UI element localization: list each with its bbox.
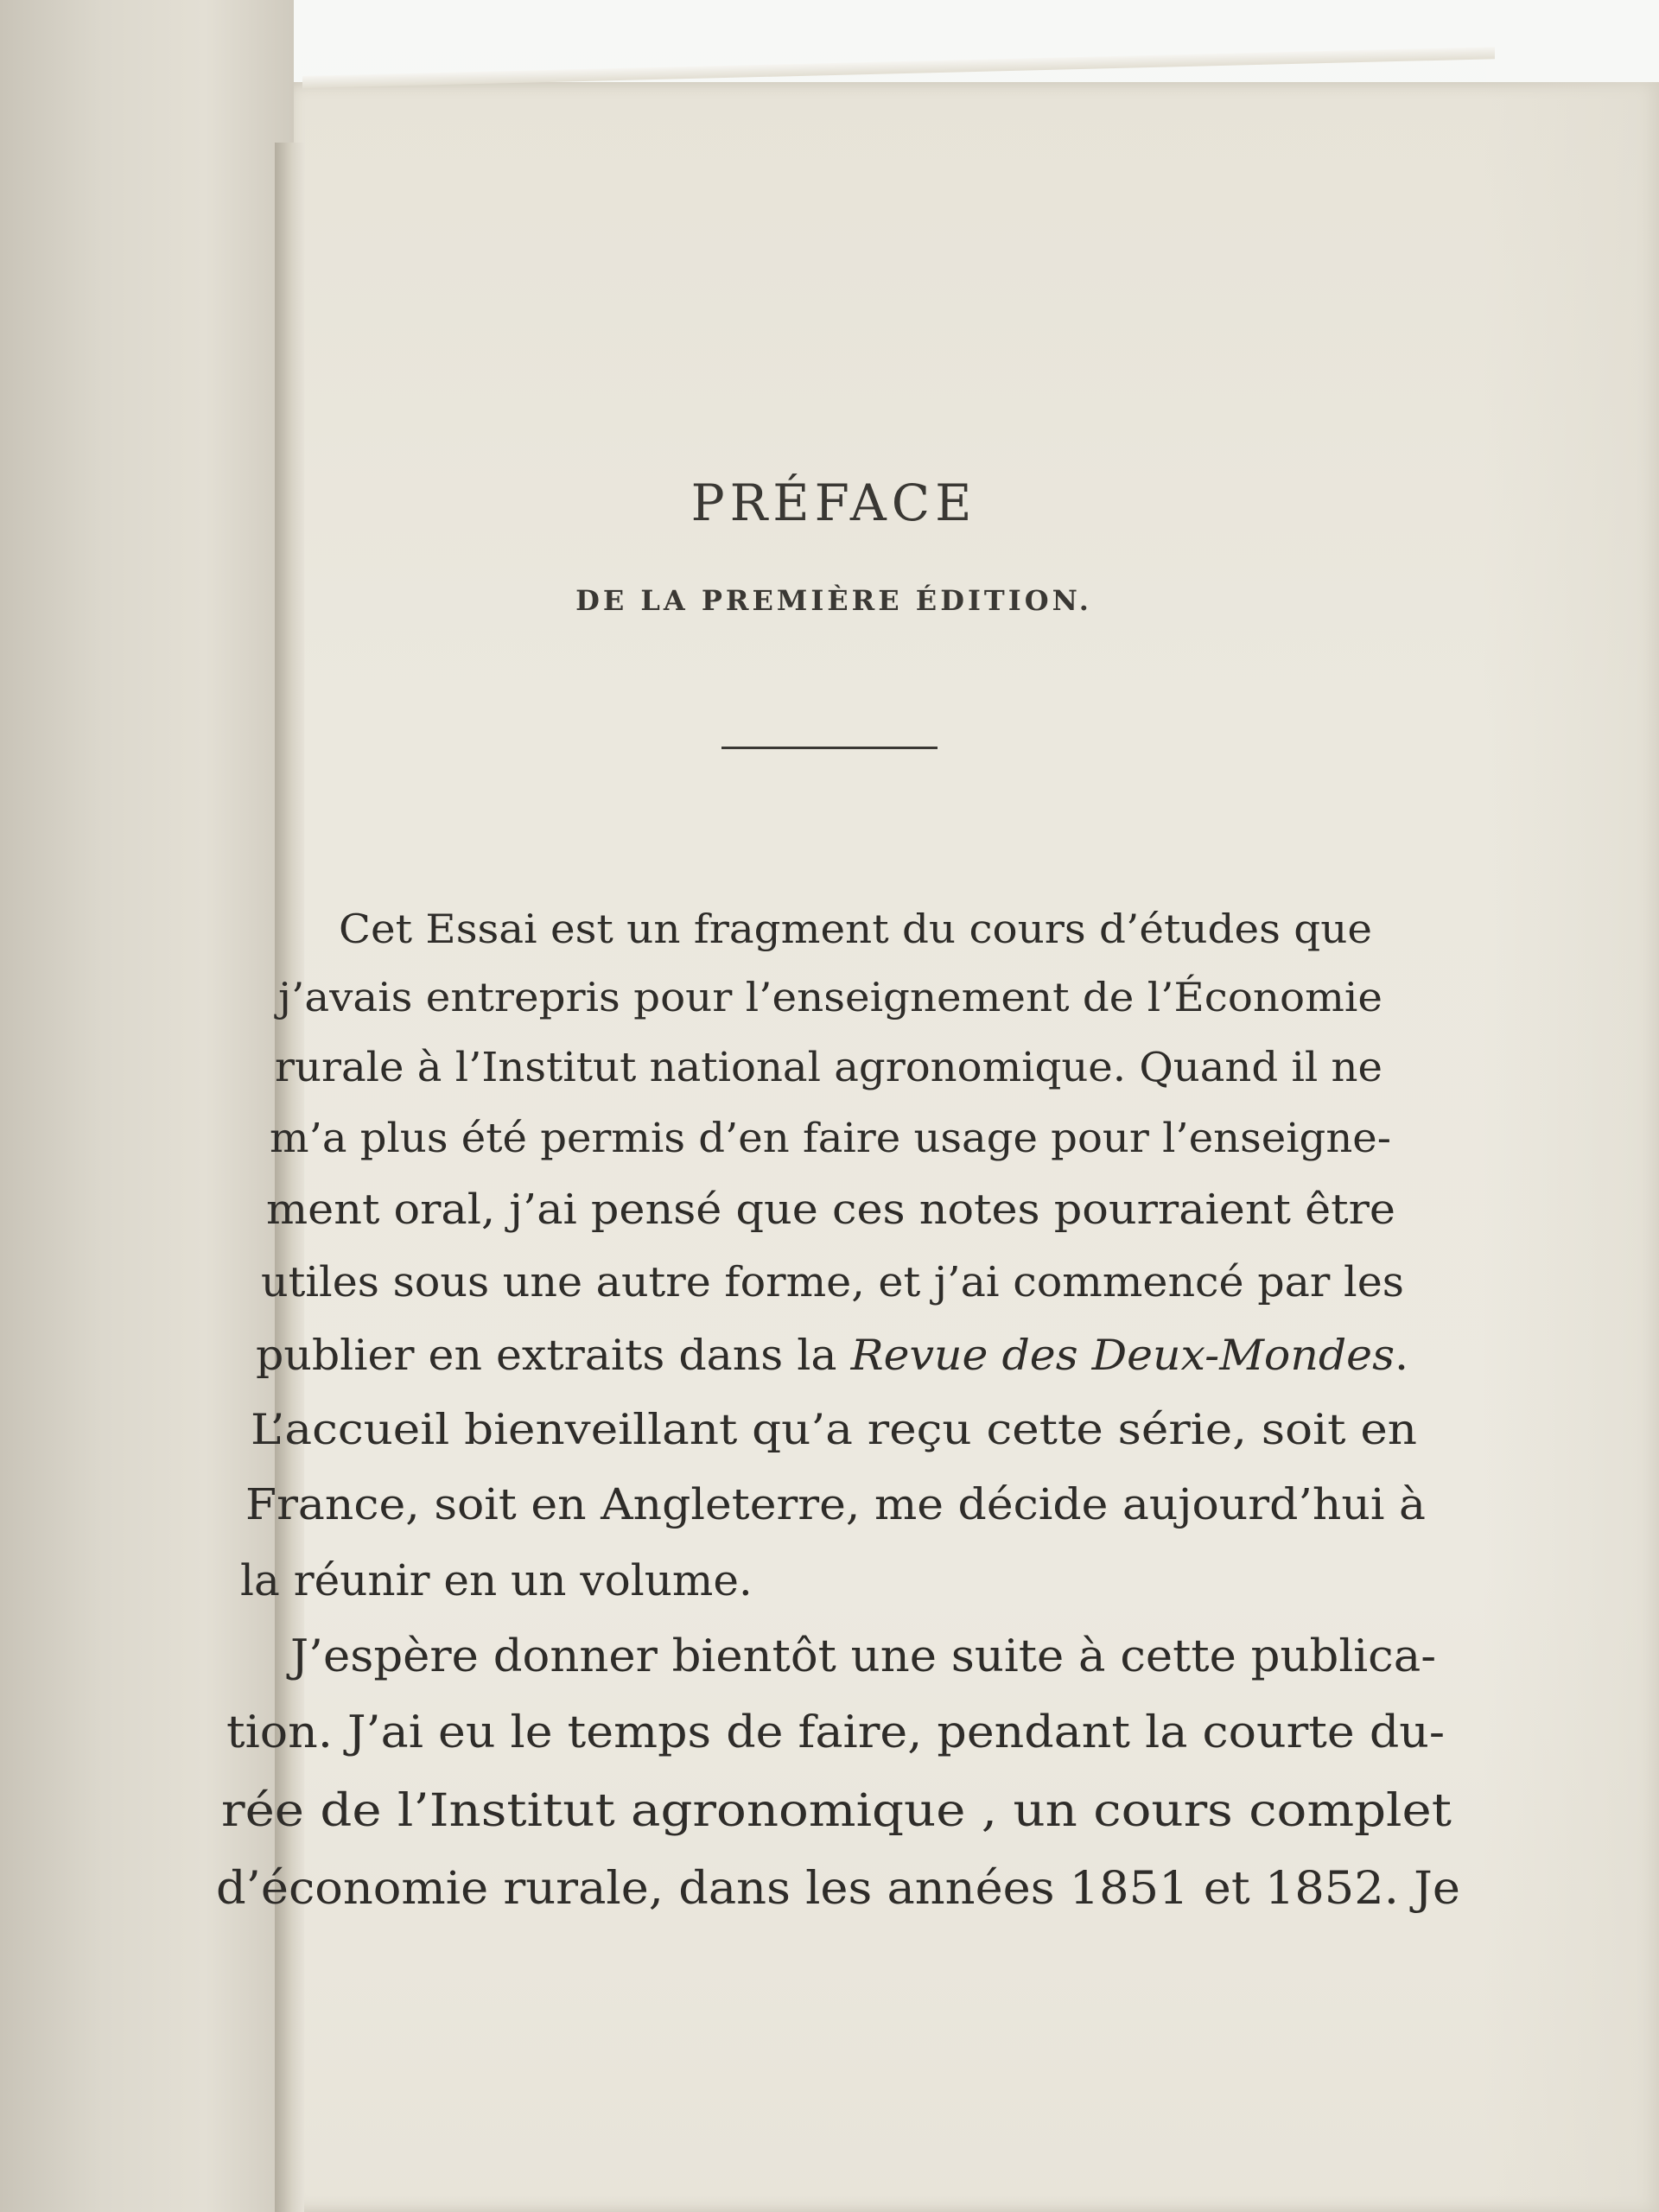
- text-line: L’accueil bienveillant qu’a reçu cette série, soit en: [251, 1405, 1417, 1454]
- text-line: ment oral, j’ai pensé que ces notes pourraient être: [266, 1185, 1395, 1234]
- text-line: rée de l’Institut agronomique , un cours complet: [221, 1785, 1452, 1837]
- text-line: tion. J’ai eu le temps de faire, pendant la courte du-: [226, 1707, 1446, 1758]
- text-line: utiles sous une autre forme, et j’ai commencé par les: [261, 1258, 1404, 1306]
- page-shadow: [1482, 82, 1659, 2212]
- journal-title: Revue des Deux-Mondes: [850, 1331, 1395, 1380]
- text-line: m’a plus été permis d’en faire usage pour l’enseigne-: [270, 1115, 1391, 1162]
- text-line: la réunir en un volume.: [240, 1555, 753, 1605]
- text-line: rurale à l’Institut national agronomique. Quand il ne: [275, 1044, 1382, 1091]
- title-rule: [721, 747, 938, 749]
- text-line: d’économie rurale, dans les années 1851 et 1852. Je: [216, 1863, 1460, 1915]
- text-line: J’espère donner bientôt une suite à cette publica-: [290, 1631, 1437, 1682]
- text-line: Cet Essai est un fragment du cours d’études que: [339, 906, 1372, 952]
- page-title: PRÉFACE: [690, 474, 977, 532]
- text-line: publier en extraits dans la Revue des Deux-Mondes.: [256, 1331, 1409, 1380]
- page-subtitle: DE LA PREMIÈRE ÉDITION.: [575, 584, 1092, 617]
- text-line: France, soit en Angleterre, me décide aujourd’hui à: [245, 1479, 1427, 1529]
- text-line: j’avais entrepris pour l’enseignement de l’Économie: [278, 974, 1382, 1020]
